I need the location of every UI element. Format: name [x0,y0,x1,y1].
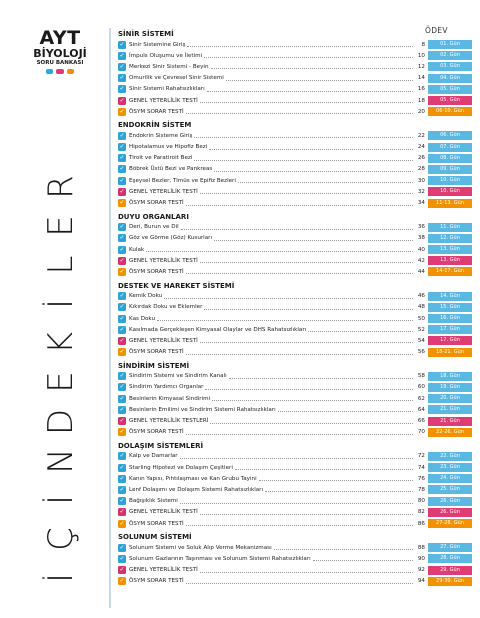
dot-leader [200,258,413,263]
toc-item-title: GENEL YETERLİLİK TESTİ [129,509,198,516]
toc-row [118,84,472,95]
dot-leader [181,225,413,230]
homework-day-badge: 25. Gün [428,485,472,494]
section-title: DUYU ORGANLARI [118,212,189,221]
homework-day-badge: 28. Gün [428,554,472,563]
homework-day-badge: 14-17. Gün [428,267,472,276]
homework-day-badge: 18. Gün [428,372,472,381]
homework-day-badge: 04. Gün [428,74,472,83]
toc-item-title: Sinir Sistemi Rahatsızlıkları [129,86,205,93]
checkbox-icon[interactable]: ✓ [119,372,125,380]
vertical-title-letter: L [41,255,81,275]
toc-item-title: İmpuls Oluşumu ve İletimi [129,52,203,59]
dot-leader [164,294,413,299]
toc-row [118,427,472,438]
toc-item-title: Solunum Sistemi ve Soluk Alıp Verme Mekanizması [129,544,272,551]
toc-row [118,576,472,587]
dot-leader [186,430,413,435]
toc-page-number: 82 [417,509,425,516]
checkbox-icon[interactable]: ✓ [119,51,125,59]
checkbox-icon[interactable]: ✓ [119,131,125,139]
dot-leader [209,145,413,150]
homework-day-badge: 10. Gün [428,176,472,185]
homework-day-badge: 02. Gün [428,51,472,60]
toc-item-title: Eşeysel Bezler, Timüs ve Epifiz Bezleri [129,177,236,184]
toc-item-title: Kasılmada Gerçekleşen Kimyasal Olaylar ve DHS Rahatsızlıkları [129,326,307,333]
dot-leader [211,64,413,69]
dot-leader [235,465,413,470]
toc-row [118,197,472,208]
section-title: SİNİR SİSTEMİ [118,30,174,38]
toc-page-number: 74 [417,464,425,471]
toc-row [118,335,472,346]
dot-leader [274,545,413,550]
toc-page-number: 8 [421,41,425,48]
toc-item-title: Sindirim Yardımcı Organlar [129,384,204,391]
toc-page-number: 64 [417,406,425,413]
toc-row [118,244,472,255]
toc-row [118,507,472,518]
toc-item-title: Sinir Sistemine Giriş [129,41,186,48]
toc-item-title: Tiroit ve Paratiroit Bezi [129,155,193,162]
toc-page-number: 20 [417,108,425,115]
checkbox-icon[interactable]: ✓ [119,234,125,242]
dot-leader [157,316,413,321]
toc-row [118,451,472,462]
toc-page-number: 40 [417,246,425,253]
toc-row [118,382,472,393]
odev-header: ÖDEV [425,26,448,35]
checkbox-icon[interactable]: ✓ [119,474,125,482]
homework-day-badge: 23. Gün [428,463,472,472]
checkbox-icon[interactable]: ✓ [119,62,125,70]
vertical-divider [109,28,111,608]
checkbox-icon[interactable]: ✓ [119,303,125,311]
dot-leader [205,385,413,390]
toc-row [118,291,472,302]
homework-day-badge: 16. Gün [428,314,472,323]
homework-day-badge: 15. Gün [428,303,472,312]
toc-item-title: Merkezi Sinir Sistemi - Beyin [129,63,209,70]
homework-day-badge: 18-21. Gün [428,348,472,357]
homework-day-badge: 11. Gün [428,223,472,232]
checkbox-icon[interactable]: ✓ [119,554,125,562]
checkbox-icon[interactable]: ✓ [119,508,125,516]
toc-page-number: 36 [417,224,425,231]
toc-item-title: Böbrek Üstü Bezi ve Pankreas [129,166,213,173]
vertical-title-letter: İ [41,494,81,505]
dot-leader [146,247,413,252]
homework-day-badge: 17. Gün [428,336,472,345]
toc-row [118,371,472,382]
checkbox-icon[interactable]: ✓ [119,245,125,253]
dot-leader [214,167,413,172]
dot-leader [194,133,413,138]
homework-day-badge: 19. Gün [428,383,472,392]
toc-row [118,106,472,117]
homework-day-badge: 09. Gün [428,165,472,174]
dot-leader [186,350,413,355]
vertical-title-icindekiler [41,172,81,602]
homework-day-badge: 26. Gün [428,508,472,517]
checkbox-icon[interactable]: ✓ [119,428,125,436]
toc-page-number: 18 [417,97,425,104]
toc-item-title: Kalp ve Damarlar [129,453,178,460]
vertical-title-letter: E [41,215,81,237]
homework-day-badge: 06-10. Gün [428,107,472,116]
homework-day-badge: 20. Gün [428,394,472,403]
toc-row [118,302,472,313]
toc-page-number: 10 [417,52,425,59]
checkbox-icon[interactable]: ✓ [119,187,125,195]
toc-row [118,313,472,324]
dot-leader [186,521,413,526]
toc-page-number: 24 [417,144,425,151]
vertical-title-letter: K [41,332,81,355]
toc-row [118,518,472,529]
toc-page-number: 34 [417,200,425,207]
dot-leader [207,87,413,92]
checkbox-icon[interactable]: ✓ [119,256,125,264]
toc-row [118,542,472,553]
checkbox-icon[interactable]: ✓ [119,383,125,391]
toc-item-title: ÖSYM SORAR TESTİ [129,429,184,436]
toc-page-number: 38 [417,235,425,242]
homework-day-badge: 27-28. Gün [428,519,472,528]
dot-leader [278,407,413,412]
homework-day-badge: 14. Gün [428,292,472,301]
checkbox-icon[interactable]: ✓ [119,543,125,551]
toc-row [118,186,472,197]
toc-page-number: 42 [417,257,425,264]
checkbox-icon[interactable]: ✓ [119,40,125,48]
vertical-title-letter: N [41,447,81,474]
checkbox-icon[interactable]: ✓ [119,176,125,184]
toc-row [118,164,472,175]
homework-day-badge: 27. Gün [428,543,472,552]
checkbox-icon[interactable]: ✓ [119,336,125,344]
toc-item-title: ÖSYM SORAR TESTİ [129,268,184,275]
toc-page-number: 44 [417,268,425,275]
toc-item-title: Bağışıklık Sistemi [129,498,178,505]
homework-day-badge: 24. Gün [428,474,472,483]
toc-item-title: Lenf Dolaşımı ve Dolaşım Sistemi Rahatsızlıkları [129,486,264,493]
toc-page-number: 22 [417,132,425,139]
toc-item-title: GENEL YETERLİLİK TESTİ [129,188,198,195]
checkbox-icon[interactable]: ✓ [119,223,125,231]
toc-page-number: 72 [417,453,425,460]
vertical-title-letter: İ [41,299,81,310]
checkbox-icon[interactable]: ✓ [119,497,125,505]
homework-day-badge: 03. Gün [428,62,472,71]
logo-subject: BİYOLOJİ [33,47,87,60]
homework-day-badge: 08. Gün [428,154,472,163]
toc-row [118,255,472,266]
checkbox-icon[interactable]: ✓ [119,463,125,471]
homework-day-badge: 29-30. Gün [428,577,472,586]
checkbox-icon[interactable]: ✓ [119,325,125,333]
toc-item-title: Kıkırdak Doku ve Eklemler [129,304,203,311]
homework-day-badge: 06. Gün [428,131,472,140]
table-of-contents [118,26,472,587]
toc-row [118,393,472,404]
dot-leader [186,201,413,206]
toc-item-title: Kemik Doku [129,293,163,300]
vertical-title-letter: Ç [41,526,81,551]
toc-page-number: 70 [417,429,425,436]
dot-leader [200,338,413,343]
toc-item-title: Kulak [129,246,145,253]
homework-day-badge: 29. Gün [428,566,472,575]
toc-row [118,415,472,426]
homework-day-badge: 11-13. Gün [428,199,472,208]
toc-page-number: 62 [417,395,425,402]
toc-item-title: Solunum Gazlarının Taşınması ve Solunum Sistemi Rahatsızlıkları [129,555,311,562]
toc-row [118,95,472,106]
left-panel [0,0,112,618]
vertical-title-letter: E [41,371,81,394]
dot-leader [210,419,413,424]
checkbox-icon[interactable]: ✓ [119,348,125,356]
toc-row [118,39,472,50]
homework-day-badge: 21. Gün [428,417,472,426]
dot-leader [226,76,413,81]
toc-row [118,222,472,233]
toc-row [118,233,472,244]
toc-item-title: GENEL YETERLİLİK TESTİ [129,257,198,264]
checkbox-icon[interactable]: ✓ [119,566,125,574]
section-title: ENDOKRİN SİSTEM [118,121,192,130]
toc-page-number: 94 [417,578,425,585]
dot-leader [214,236,413,241]
toc-row [118,565,472,576]
homework-day-badge: 01. Gün [428,40,472,49]
toc-row [118,473,472,484]
toc-page-number: 28 [417,166,425,173]
checkbox-icon[interactable]: ✓ [119,85,125,93]
toc-item-title: ÖSYM SORAR TESTİ [129,349,184,356]
toc-item-title: GENEL YETERLİLİK TESTİ [129,567,198,574]
toc-page-number: 32 [417,188,425,195]
homework-day-badge: 10. Gün [428,187,472,196]
toc-item-title: ÖSYM SORAR TESTİ [129,200,184,207]
section-title: DOLAŞIM SİSTEMLERİ [118,441,204,450]
dot-leader [200,189,413,194]
dot-leader [200,568,413,573]
dot-leader [194,156,413,161]
toc-item-title: Göz ve Görme (Göz) Kusurları [129,235,212,242]
toc-page-number: 92 [417,567,425,574]
toc-item-title: Hipotalamus ve Hipofiz Bezi [129,144,208,151]
toc-page-number: 58 [417,373,425,380]
homework-day-badge: 21. Gün [428,405,472,414]
toc-item-title: Sindirim Sistemi ve Sindirim Kanalı [129,373,227,380]
toc-page-number: 14 [417,75,425,82]
toc-row [118,404,472,415]
toc-item-title: Deri, Burun ve Dil [129,224,179,231]
toc-page-number: 90 [417,555,425,562]
logo-ayt: AYT [39,27,81,49]
dot-leader [265,487,413,492]
checkbox-icon[interactable]: ✓ [119,74,125,82]
checkbox-icon[interactable]: ✓ [119,452,125,460]
dot-leader [308,327,413,332]
badge-blue [46,69,54,74]
toc-page-number: 56 [417,349,425,356]
toc-page-number: 66 [417,418,425,425]
toc-item-title: GENEL YETERLİLİK TESTİ [129,97,198,104]
homework-day-badge: 22-26. Gün [428,428,472,437]
dot-leader [180,499,413,504]
toc-row [118,266,472,277]
checkbox-icon[interactable]: ✓ [119,107,125,115]
toc-page-number: 78 [417,486,425,493]
toc-item-title: Kas Doku [129,315,156,322]
toc-row [118,553,472,564]
checkbox-icon[interactable]: ✓ [119,394,125,402]
toc-page-number: 86 [417,520,425,527]
logo-badges [20,69,100,74]
dot-leader [200,98,413,103]
toc-item-title: Starling Hipotezi ve Dolaşım Çeşitleri [129,464,233,471]
toc-page-number: 16 [417,86,425,93]
dot-leader [313,556,413,561]
toc-page-number: 54 [417,337,425,344]
toc-page-number: 76 [417,475,425,482]
homework-day-badge: 22. Gün [428,452,472,461]
dot-leader [259,476,413,481]
checkbox-icon[interactable]: ✓ [119,485,125,493]
toc-page-number: 30 [417,177,425,184]
dot-leader [186,269,413,274]
toc-item-title: GENEL YETERLİLİK TESTLERİ [129,418,209,425]
toc-row [118,484,472,495]
dot-leader [186,109,413,114]
vertical-title-letter: İ [41,572,81,583]
checkbox-icon[interactable]: ✓ [119,165,125,173]
dot-leader [204,53,413,58]
toc-item-title: Omurilik ve Çevresel Sinir Sistemi [129,75,224,82]
checkbox-icon[interactable]: ✓ [119,314,125,322]
dot-leader [180,454,413,459]
toc-row [118,324,472,335]
section-title: SİNDİRİM SİSTEMİ [118,361,190,370]
toc-row [118,61,472,72]
checkbox-icon[interactable]: ✓ [119,577,125,585]
toc-page-number: 60 [417,384,425,391]
book-logo [20,28,100,74]
vertical-title-letter: R [41,175,81,199]
checkbox-icon[interactable]: ✓ [119,417,125,425]
checkbox-icon[interactable]: ✓ [119,96,125,104]
toc-row [118,153,472,164]
checkbox-icon[interactable]: ✓ [119,405,125,413]
toc-row [118,142,472,153]
homework-day-badge: 05. Gün [428,85,472,94]
checkbox-icon[interactable]: ✓ [119,143,125,151]
toc-item-title: ÖSYM SORAR TESTİ [129,108,184,115]
checkbox-icon[interactable]: ✓ [119,292,125,300]
homework-day-badge: 13. Gün [428,256,472,265]
toc-row [118,175,472,186]
badge-pink [56,69,64,74]
toc-row [118,496,472,507]
homework-day-badge: 05. Gün [428,96,472,105]
dot-leader [186,579,413,584]
dot-leader [229,374,413,379]
toc-page-number: 46 [417,293,425,300]
dot-leader [204,305,413,310]
toc-page-number: 50 [417,315,425,322]
dot-leader [212,396,413,401]
homework-day-badge: 12. Gün [428,234,472,243]
dot-leader [187,42,413,47]
badge-orange [67,69,75,74]
section-title: DESTEK VE HAREKET SİSTEMİ [118,281,235,290]
section-title: SOLUNUM SİSTEMİ [118,533,192,542]
dot-leader [200,510,413,515]
checkbox-icon[interactable]: ✓ [119,267,125,275]
toc-page-number: 88 [417,544,425,551]
toc-item-title: Besinlerin Kimyasal Sindirimi [129,395,211,402]
toc-page-number: 80 [417,498,425,505]
homework-day-badge: 13. Gün [428,245,472,254]
toc-item-title: Besinlerin Emilimi ve Sindirim Sistemi Rahatsızlıkları [129,406,276,413]
logo-book-type: SORU BANKASI [36,60,84,66]
toc-row [118,73,472,84]
checkbox-icon[interactable]: ✓ [119,199,125,207]
toc-page-number: 48 [417,304,425,311]
toc-item-title: Endokrin Sisteme Giriş [129,132,193,139]
toc-row [118,130,472,141]
toc-item-title: ÖSYM SORAR TESTİ [129,520,184,527]
toc-page-number: 52 [417,326,425,333]
toc-page-number: 26 [417,155,425,162]
vertical-title-letter: D [41,408,81,435]
toc-item-title: Kanın Yapısı, Pıhtılaşması ve Kan Grubu Tayini [129,475,257,482]
toc-row [118,462,472,473]
toc-item-title: ÖSYM SORAR TESTİ [129,578,184,585]
homework-day-badge: 17. Gün [428,325,472,334]
toc-row [118,347,472,358]
toc-row [118,50,472,61]
checkbox-icon[interactable]: ✓ [119,154,125,162]
toc-page-number: 12 [417,63,425,70]
homework-day-badge: 07. Gün [428,143,472,152]
homework-day-badge: 26. Gün [428,497,472,506]
toc-item-title: GENEL YETERLİLİK TESTİ [129,337,198,344]
dot-leader [238,178,413,183]
checkbox-icon[interactable]: ✓ [119,519,125,527]
